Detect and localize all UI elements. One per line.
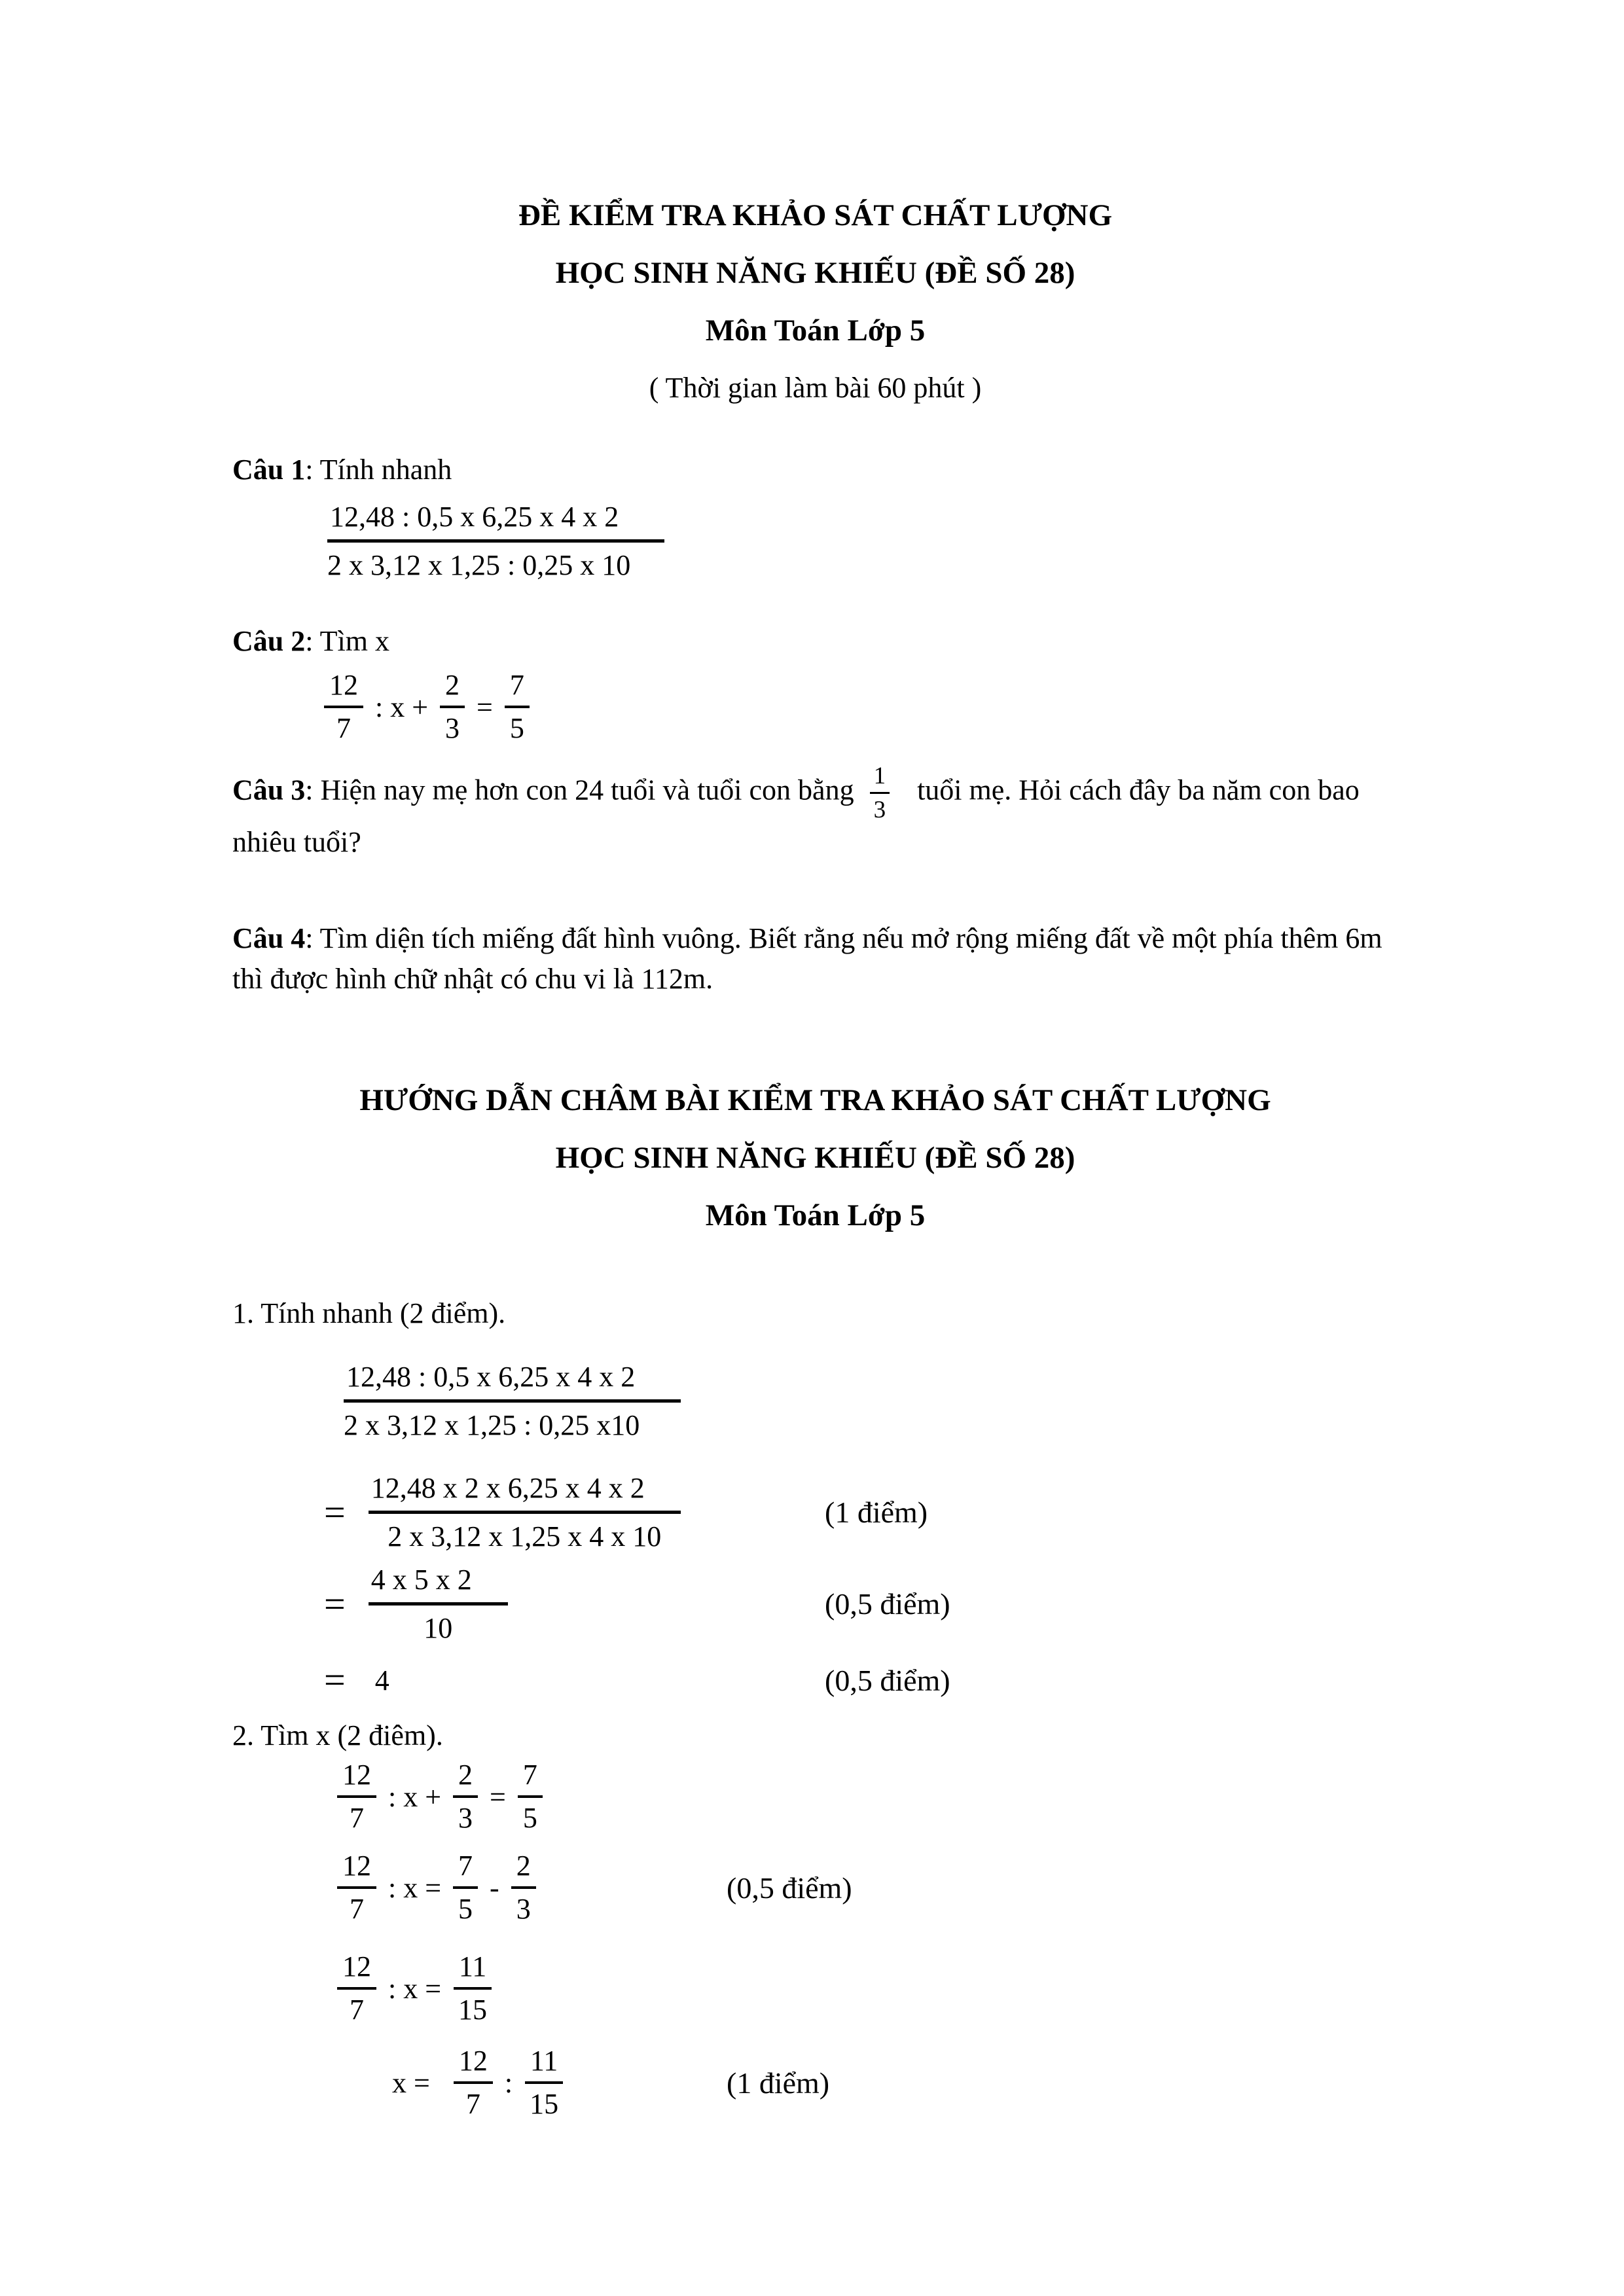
fraction-denominator: 3 [458, 1802, 473, 1834]
fraction-denominator: 7 [350, 1802, 364, 1834]
fraction-numerator: 4 x 5 x 2 [369, 1563, 508, 1605]
solution-2-eq-2 [232, 1850, 1398, 1925]
operator: : x + [375, 691, 429, 723]
operator: : x = [388, 1972, 442, 2005]
equation [337, 1850, 536, 1925]
variable-lead: x = [392, 2066, 430, 2099]
step-math [232, 1471, 825, 1553]
equation [337, 1759, 543, 1834]
fraction-numerator: 11 [525, 2045, 563, 2084]
step-math [232, 1951, 727, 2026]
fraction-numerator: 12,48 : 0,5 x 6,25 x 4 x 2 [327, 500, 664, 543]
solution-2-heading: 2. Tìm x (2 điêm). [232, 1719, 443, 1751]
fraction [337, 1951, 376, 2026]
fraction-denominator: 7 [336, 712, 351, 744]
question-4-text: : Tìm diện tích miếng đất hình vuông. Biết rằng nếu mở rộng miếng đất về một phía thêm 6m thì được hình chữ nhật có chu vi là 112m. [232, 922, 1382, 995]
equals-sign: = [324, 1659, 346, 1701]
fraction-numerator: 12 [337, 1759, 376, 1798]
question-3 [232, 764, 1398, 863]
question-3-text-after: tuổi mẹ. Hỏi cách đây ba năm con bao nhiêu tuổi? [232, 774, 1360, 858]
fraction [440, 670, 465, 744]
fraction-numerator: 12 [454, 2045, 493, 2084]
fraction [369, 1471, 681, 1553]
question-4-label: Câu 4 [232, 922, 306, 954]
question-1-fraction [327, 500, 664, 582]
exam-header [232, 187, 1398, 417]
solution-1-step-2 [232, 1563, 1398, 1645]
inline-fraction [870, 764, 890, 822]
fraction [453, 1850, 478, 1925]
fraction-numerator: 7 [453, 1850, 478, 1889]
score-note: (0,5 điểm) [825, 1587, 950, 1621]
equation [337, 1951, 492, 2026]
step-math [232, 1850, 727, 1925]
fraction-denominator: 5 [522, 1802, 537, 1834]
fraction-numerator: 12 [337, 1951, 376, 1990]
score-note: (0,5 điểm) [727, 1871, 852, 1905]
operator: : [504, 2066, 513, 2099]
exam-duration: ( Thời gian làm bài 60 phút ) [649, 372, 982, 404]
question-2-text: : Tìm x [305, 625, 390, 657]
operator: : x + [388, 1780, 442, 1813]
fraction [337, 1759, 376, 1834]
equals-sign: = [324, 1490, 346, 1534]
fraction [369, 1563, 508, 1645]
solution-1-heading: 1. Tính nhanh (2 điểm). [232, 1297, 506, 1329]
operator: : x = [388, 1871, 442, 1904]
score-note: (1 điểm) [825, 1496, 928, 1529]
question-2-equation [324, 670, 1398, 744]
step-math [232, 1759, 727, 1834]
fraction-denominator: 3 [445, 712, 460, 744]
step-math [232, 2045, 727, 2120]
fraction-denominator: 3 [873, 797, 886, 823]
fraction-numerator: 11 [454, 1951, 492, 1990]
equation [392, 2045, 564, 2120]
fraction-denominator: 2 x 3,12 x 1,25 x 4 x 10 [388, 1520, 662, 1552]
question-1-label: Câu 1 [232, 454, 306, 486]
question-2-label: Câu 2 [232, 625, 306, 657]
question-3-label: Câu 3 [232, 774, 306, 806]
answer-title-line1: HƯỚNG DẪN CHÂM BÀI KIỂM TRA KHẢO SÁT CHẤT LƯỢNG [359, 1083, 1271, 1117]
exam-subject: Môn Toán Lớp 5 [705, 314, 926, 348]
fraction [524, 2045, 564, 2120]
fraction-denominator: 15 [530, 2088, 559, 2120]
fraction-denominator: 7 [465, 2088, 480, 2120]
score-note: (0,5 điểm) [825, 1663, 950, 1697]
question-4 [232, 918, 1398, 999]
fraction-denominator: 2 x 3,12 x 1,25 : 0,25 x10 [344, 1409, 640, 1441]
solution-2-eq-1 [232, 1759, 1398, 1834]
operator: - [490, 1871, 499, 1904]
fraction [511, 1850, 536, 1925]
solution-1-step-3 [232, 1661, 1398, 1699]
question-1-text: : Tính nhanh [305, 454, 452, 486]
fraction-numerator: 1 [870, 764, 890, 794]
score-note: (1 điểm) [727, 2066, 830, 2100]
answer-title-line2: HỌC SINH NĂNG KHIẾU (ĐỀ SỐ 28) [555, 1141, 1075, 1175]
exam-title-line1: ĐỀ KIỂM TRA KHẢO SÁT CHẤT LƯỢNG [518, 198, 1113, 232]
fraction [453, 1951, 492, 2026]
fraction [324, 670, 363, 744]
fraction-denominator: 10 [424, 1612, 453, 1644]
fraction-numerator: 7 [505, 670, 530, 708]
question-3-text-before: : Hiện nay mẹ hơn con 24 tuổi và tuổi con bằng [305, 774, 854, 806]
solution-2-eq-3 [232, 1951, 1398, 2026]
fraction-numerator: 12 [337, 1850, 376, 1889]
fraction-denominator: 7 [350, 1994, 364, 2026]
fraction-numerator: 2 [440, 670, 465, 708]
fraction [518, 1759, 543, 1834]
step-math [232, 1563, 825, 1645]
fraction-numerator: 7 [518, 1759, 543, 1798]
fraction-numerator: 12 [324, 670, 363, 708]
fraction-numerator: 2 [511, 1850, 536, 1889]
exam-title-line2: HỌC SINH NĂNG KHIẾU (ĐỀ SỐ 28) [555, 256, 1075, 290]
solution-2-eq-4 [232, 2045, 1398, 2120]
fraction [505, 670, 530, 744]
question-1-title [232, 450, 1398, 490]
solution-1-step-1 [232, 1471, 1398, 1553]
operator: = [477, 691, 493, 723]
fraction [453, 1759, 478, 1834]
equals-sign: = [324, 1582, 346, 1625]
operator: = [490, 1780, 506, 1813]
fraction-denominator: 3 [516, 1893, 531, 1925]
fraction [454, 2045, 493, 2120]
result-value: 4 [374, 1664, 389, 1696]
question-2-title [232, 621, 1398, 662]
fraction [337, 1850, 376, 1925]
answer-subject: Môn Toán Lớp 5 [705, 1198, 926, 1232]
fraction-denominator: 5 [509, 712, 524, 744]
fraction-numerator: 2 [453, 1759, 478, 1798]
fraction-denominator: 5 [458, 1893, 473, 1925]
answer-key-header [232, 1071, 1398, 1244]
fraction-numerator: 12,48 x 2 x 6,25 x 4 x 2 [369, 1471, 681, 1514]
solution-1-given-fraction [344, 1360, 681, 1442]
fraction-denominator: 15 [458, 1994, 488, 2026]
step-math [232, 1661, 825, 1699]
fraction-denominator: 2 x 3,12 x 1,25 : 0,25 x 10 [327, 549, 631, 581]
fraction-numerator: 12,48 : 0,5 x 6,25 x 4 x 2 [344, 1360, 681, 1403]
fraction-denominator: 7 [350, 1893, 364, 1925]
